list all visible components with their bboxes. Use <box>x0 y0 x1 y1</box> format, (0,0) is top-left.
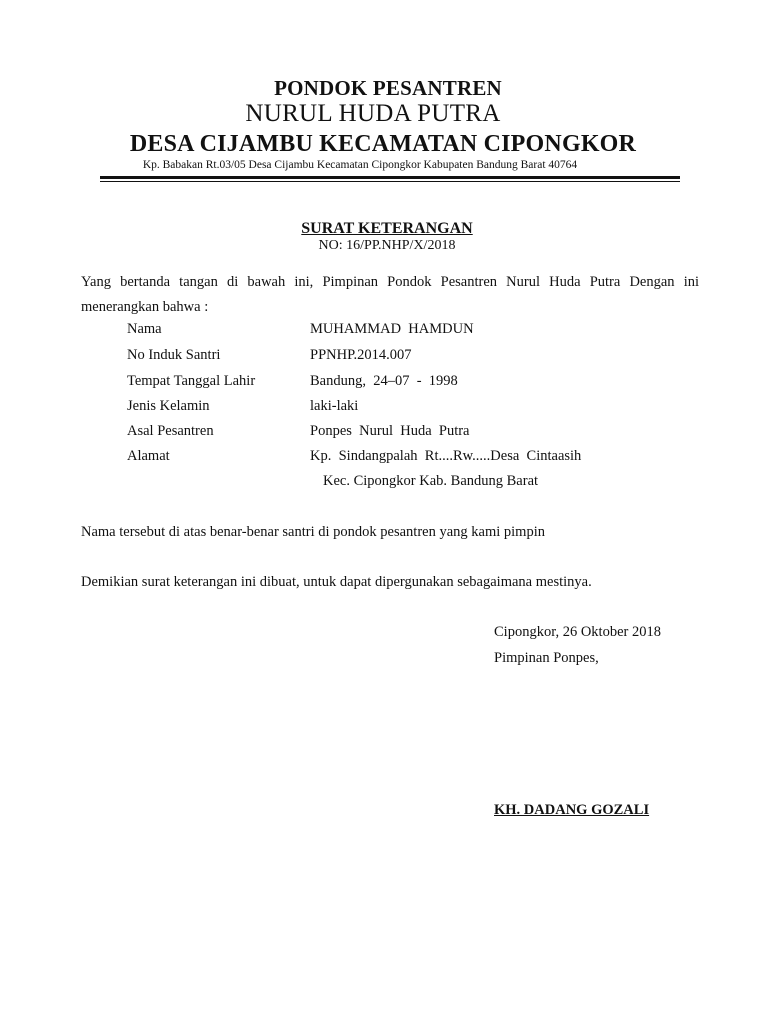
field-value-asal-pesantren: Ponpes Nurul Huda Putra <box>310 423 470 439</box>
signature-place-date: Cipongkor, 26 Oktober 2018 <box>494 624 661 640</box>
document-number: NO: 16/PP.NHP/X/2018 <box>318 238 456 253</box>
field-label-no-induk: No Induk Santri <box>127 347 221 363</box>
statement-paragraph: Nama tersebut di atas benar-benar santri di pondok pesantren yang kami pimpin <box>81 524 545 540</box>
field-value-alamat: Kp. Sindangpalah Rt....Rw.....Desa Cintaasih <box>310 448 582 464</box>
field-label-asal-pesantren: Asal Pesantren <box>127 423 214 439</box>
letterhead-institution-name: NURUL HUDA PUTRA <box>245 100 501 127</box>
signatory-name: KH. DADANG GOZALI <box>494 802 650 818</box>
letterhead-address: Kp. Babakan Rt.03/05 Desa Cijambu Kecamatan Cipongkor Kabupaten Bandung Barat 40764 <box>142 159 578 171</box>
document-title-text: SURAT KETERANGAN <box>301 220 473 237</box>
letterhead-divider-thin <box>100 181 680 182</box>
field-value-jenis-kelamin: laki-laki <box>310 398 359 414</box>
letterhead-divider-thick <box>100 176 680 179</box>
closing-paragraph: Demikian surat keterangan ini dibuat, untuk dapat dipergunakan sebagaimana mestinya. <box>81 574 592 590</box>
field-label-alamat: Alamat <box>127 448 170 464</box>
field-label-nama: Nama <box>127 321 162 337</box>
field-value-no-induk: PPNHP.2014.007 <box>310 347 412 363</box>
letterhead-institution-type: PONDOK PESANTREN <box>274 76 502 100</box>
field-label-jenis-kelamin: Jenis Kelamin <box>127 398 210 414</box>
intro-paragraph: Yang bertanda tangan di bawah ini, Pimpinan Pondok Pesantren Nurul Huda Putra Dengan ini menerangkan bahwa : <box>81 274 699 315</box>
field-value-ttl: Bandung, 24–07 - 1998 <box>310 373 458 389</box>
document-title <box>0 220 768 238</box>
field-value-alamat-continuation: Kec. Cipongkor Kab. Bandung Barat <box>323 473 539 489</box>
field-label-ttl: Tempat Tanggal Lahir <box>127 373 256 389</box>
letterhead-location: DESA CIJAMBU KECAMATAN CIPONGKOR <box>129 131 637 157</box>
field-value-nama: MUHAMMAD HAMDUN <box>310 321 474 337</box>
signature-position: Pimpinan Ponpes, <box>494 650 599 666</box>
